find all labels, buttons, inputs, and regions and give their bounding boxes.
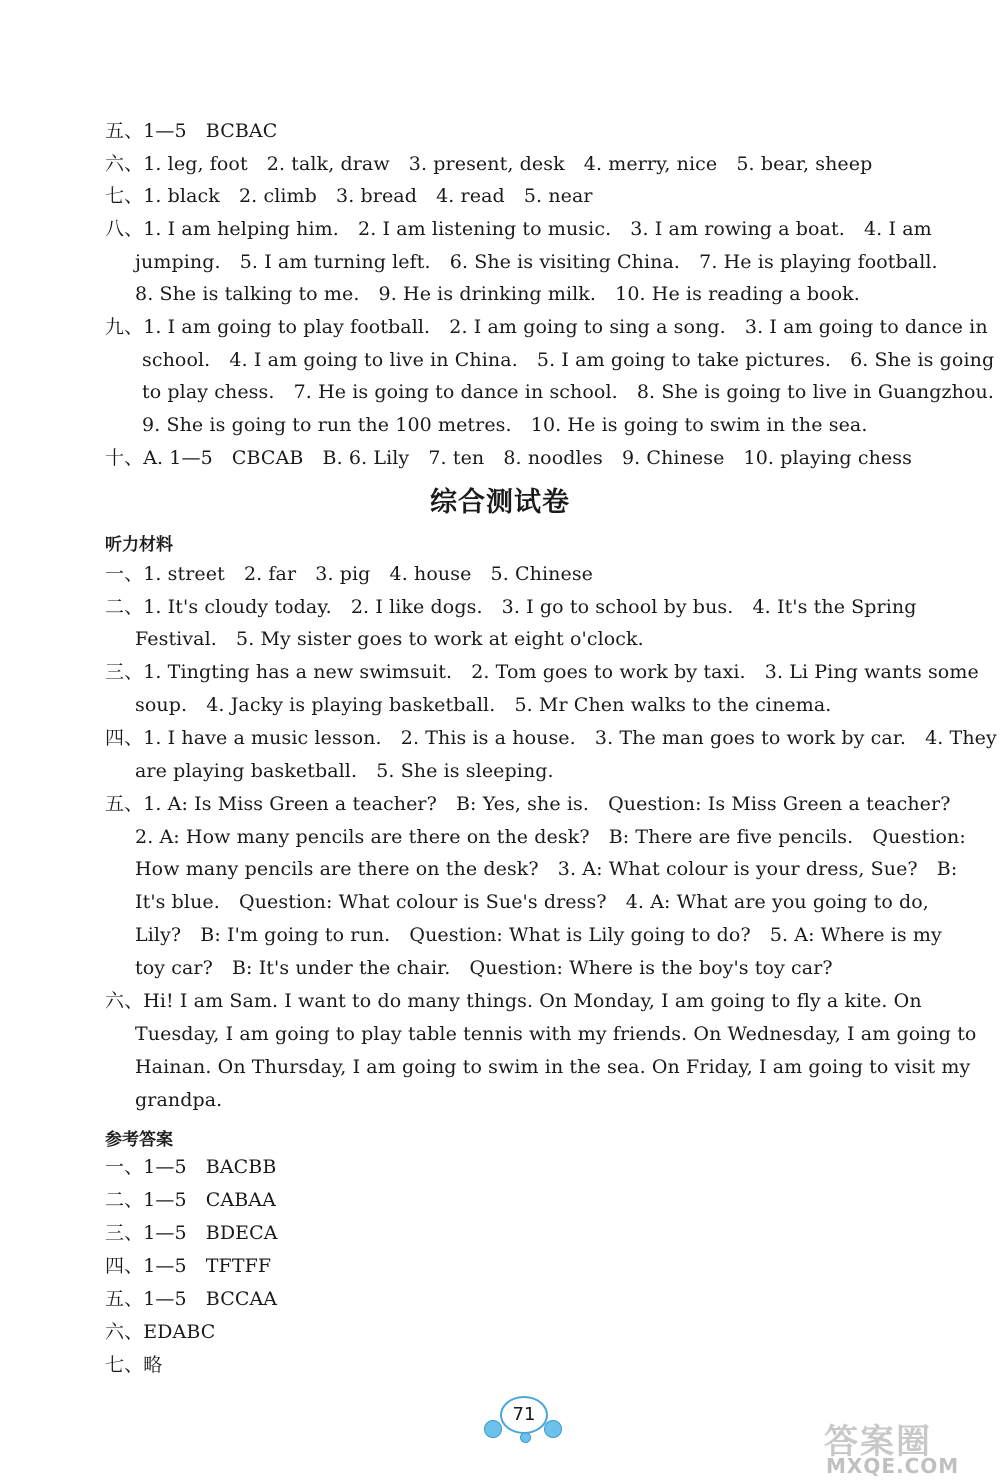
listening-line: toy car? B: It's under the chair. Question: Where is the boy's toy car? xyxy=(135,957,833,979)
answer-key-line: 三、1—5 BDECA xyxy=(105,1222,278,1244)
answer-line: 8. She is talking to me. 9. He is drinking milk. 10. He is reading a book. xyxy=(135,283,860,305)
answer-key-line: 七、略 xyxy=(105,1354,163,1376)
listening-line: 一、1. street 2. far 3. pig 4. house 5. Chinese xyxy=(105,563,594,585)
page-number-badge xyxy=(482,1392,562,1444)
listening-line: It's blue. Question: What colour is Sue's dress? 4. A: What are you going to do, xyxy=(135,891,929,913)
answer-line: 9. She is going to run the 100 metres. 10. He is going to swim in the sea. xyxy=(142,414,868,436)
listening-line: soup. 4. Jacky is playing basketball. 5. Mr Chen walks to the cinema. xyxy=(135,694,832,716)
listening-line: 2. A: How many pencils are there on the desk? B: There are five pencils. Question: xyxy=(135,826,966,848)
answers-heading: 参考答案 xyxy=(105,1130,173,1150)
listening-line: Tuesday, I am going to play table tennis with my friends. On Wednesday, I am going to xyxy=(135,1023,977,1045)
listening-line: grandpa. xyxy=(135,1089,223,1111)
answer-key-line: 五、1—5 BCCAA xyxy=(105,1288,278,1310)
answer-line: jumping. 5. I am turning left. 6. She is visiting China. 7. He is playing football. xyxy=(135,251,938,273)
listening-line: 三、1. Tingting has a new swimsuit. 2. Tom goes to work by taxi. 3. Li Ping wants some xyxy=(105,661,979,683)
listening-line: Lily? B: I'm going to run. Question: What is Lily going to do? 5. A: Where is my xyxy=(135,924,942,946)
listening-line: are playing basketball. 5. She is sleeping. xyxy=(135,760,554,782)
page-number: 71 xyxy=(500,1396,548,1434)
bubble-icon xyxy=(544,1420,562,1438)
listening-line: Festival. 5. My sister goes to work at eight o'clock. xyxy=(135,628,644,650)
listening-line: How many pencils are there on the desk? 3. A: What colour is your dress, Sue? B: xyxy=(135,858,958,880)
answer-line: 九、1. I am going to play football. 2. I am going to sing a song. 3. I am going to dance in xyxy=(105,316,988,338)
section-title: 综合测试卷 xyxy=(430,487,570,518)
answer-line: 七、1. black 2. climb 3. bread 4. read 5. near xyxy=(105,185,593,207)
answer-line: 六、1. leg, foot 2. talk, draw 3. present, desk 4. merry, nice 5. bear, sheep xyxy=(105,153,873,175)
listening-line: Hainan. On Thursday, I am going to swim in the sea. On Friday, I am going to visit my xyxy=(135,1056,971,1078)
answer-line: 十、A. 1—5 CBCAB B. 6. Lily 7. ten 8. noodles 9. Chinese 10. playing chess xyxy=(105,447,912,469)
answer-line: 八、1. I am helping him. 2. I am listening to music. 3. I am rowing a boat. 4. I am xyxy=(105,218,932,240)
answer-line: to play chess. 7. He is going to dance in school. 8. She is going to live in Guangzhou. xyxy=(142,381,994,403)
bubble-icon xyxy=(484,1420,502,1438)
watermark-url: MXQE.COM xyxy=(826,1454,960,1478)
answer-key-line: 六、EDABC xyxy=(105,1321,216,1343)
answer-key-line: 二、1—5 CABAA xyxy=(105,1189,276,1211)
watermark-logo xyxy=(818,1410,994,1480)
listening-line: 五、1. A: Is Miss Green a teacher? B: Yes, she is. Question: Is Miss Green a teacher? xyxy=(105,793,951,815)
listening-line: 六、Hi! I am Sam. I want to do many things. On Monday, I am going to fly a kite. On xyxy=(105,990,922,1012)
listening-heading: 听力材料 xyxy=(105,535,173,555)
watermark-text: 答案圈 xyxy=(824,1422,932,1462)
answer-key-line: 一、1—5 BACBB xyxy=(105,1156,277,1178)
listening-line: 二、1. It's cloudy today. 2. I like dogs. 3. I go to school by bus. 4. It's the Spring xyxy=(105,596,917,618)
answer-line: 五、1—5 BCBAC xyxy=(105,120,278,142)
answer-key-line: 四、1—5 TFTFF xyxy=(105,1255,272,1277)
listening-line: 四、1. I have a music lesson. 2. This is a house. 3. The man goes to work by car. 4. They xyxy=(105,727,997,749)
answer-line: school. 4. I am going to live in China. 5. I am going to take pictures. 6. She is going xyxy=(142,349,995,371)
